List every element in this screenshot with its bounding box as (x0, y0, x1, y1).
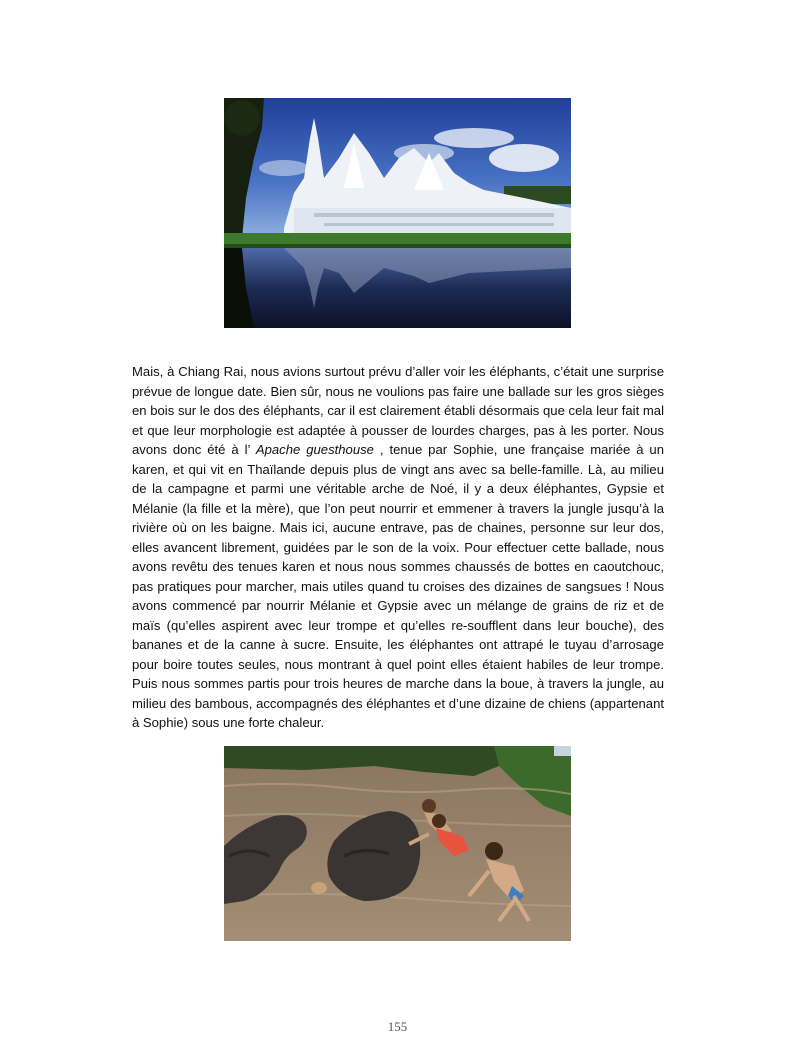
photo-white-temple (224, 98, 571, 328)
photo-elephants-river (224, 746, 571, 941)
body-paragraph (132, 362, 664, 733)
river-photo-illustration (224, 746, 571, 941)
body-text-part-1: Mais, à Chiang Rai, nous avions surtout prévu d’aller voir les éléphants, c’était une surprise prévue de longue date. Bien sûr, nous ne voulions pas faire une ballade sur les gros sièges en bois sur le dos des éléphants, car il est clairement établi désormais que cela leur fait mal et que leur morphologie est adaptée à pousser de lourdes charges, pas à les porter. Nous avons donc été à l’ (132, 364, 664, 457)
body-text-part-2: , tenue par Sophie, une française mariée à un karen, et qui vit en Thaïlande depuis plus de vingt ans avec sa belle-famille. Là, au milieu de la campagne et parmi une véritable arche de Noé, il y a deux éléphantes, Gypsie et Mélanie (la fille et la mère), que l’on peut nourrir et emmener à travers la jungle jusqu’à la rivière où on les baigne. Mais ici, aucune entrave, pas de chaines, personne sur leur dos, elles avancent librement, guidées par le son de la voix. Pour effectuer cette ballade, nous avons revêtu des tenues karen et nous nous sommes chaussés de bottes en caoutchouc, pas pratiques pour marcher, mais utiles quand tu croises des dizaines de sangsues ! Nous avons commencé par nourrir Mélanie et Gypsie avec un mélange de grains de riz et de maïs (qu’elles aspirent avec leur trompe et qu’elles re-soufflent dans leur bouche), des bananes et de la canne à sucre. Ensuite, les éléphantes ont attrapé le tuyau d’arrosage pour boire toutes seules, nous montrant à quel point elles étaient habiles de leur trompe. Puis nous sommes partis pour trois heures de marche dans la boue, à travers la jungle, au milieu des bambous, accompagnés des éléphantes et d’une dizaine de chiens (appartenant à Sophie) sous une forte chaleur. (132, 442, 664, 730)
temple-photo-illustration (224, 98, 571, 328)
guesthouse-name: Apache guesthouse (255, 442, 374, 457)
page-number: 155 (387, 1019, 408, 1034)
